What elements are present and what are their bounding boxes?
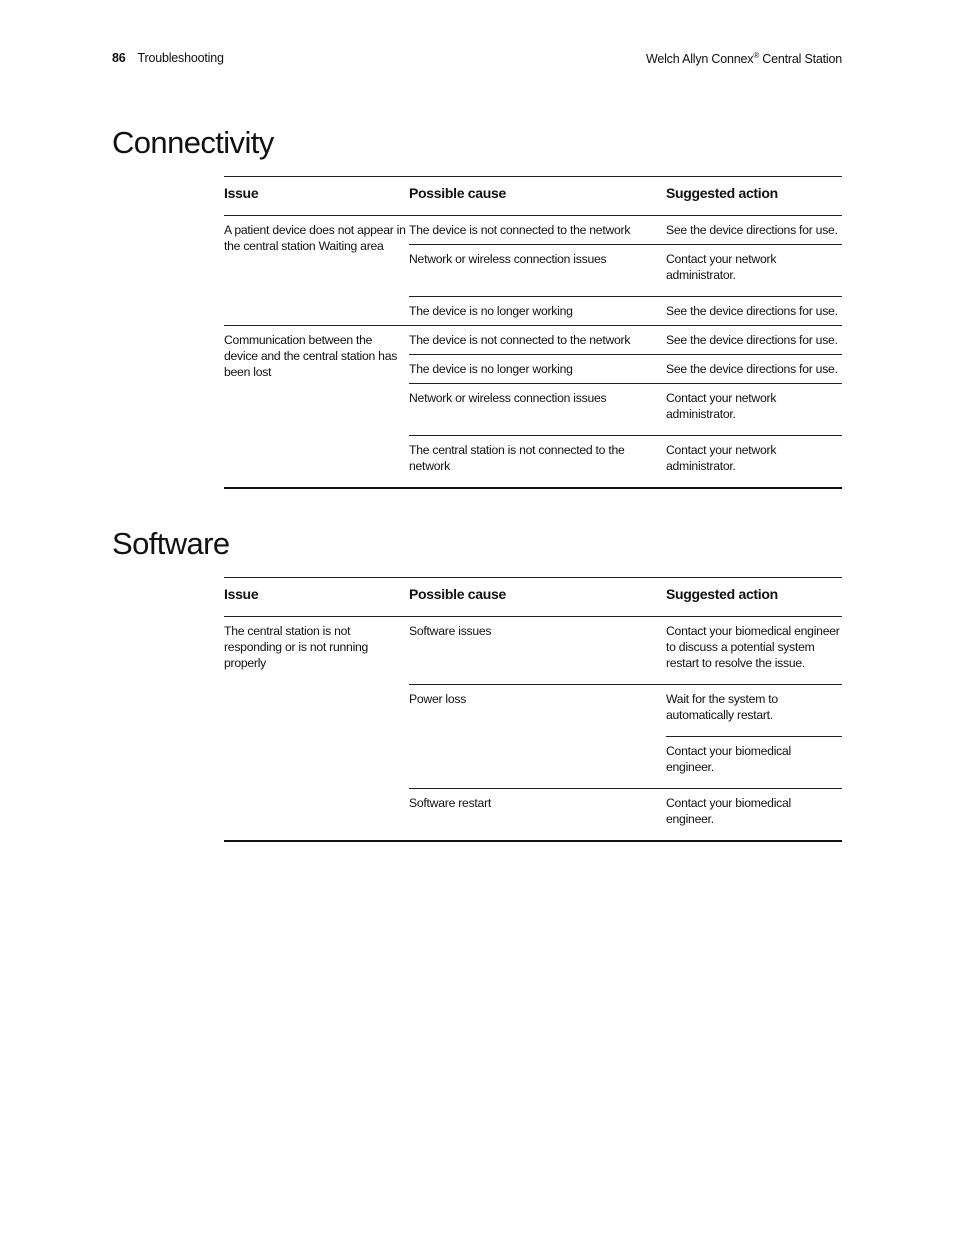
column-header-action: Suggested action	[666, 578, 842, 617]
software-heading: Software	[112, 526, 230, 561]
cause-cell: The device is not connected to the network	[409, 223, 631, 237]
action-cell: See the device directions for use.	[666, 297, 842, 326]
table-row	[224, 617, 842, 685]
column-header-issue: Issue	[224, 578, 409, 617]
section-name: Troubleshooting	[137, 51, 224, 65]
column-header-cause: Possible cause	[409, 177, 666, 216]
running-header-right	[646, 51, 842, 66]
running-header-left	[112, 51, 224, 65]
cause-cell: Network or wireless connection issues	[409, 245, 666, 297]
action-cell: Contact your network administrator.	[666, 384, 842, 436]
column-header-cause: Possible cause	[409, 578, 666, 617]
connectivity-heading: Connectivity	[112, 125, 274, 160]
issue-cell: The central station is not responding or is not running properly	[224, 617, 409, 841]
action-cell: Contact your network administrator.	[666, 436, 842, 488]
action-cell: Contact your biomedical engineer.	[666, 737, 842, 789]
table-row	[224, 326, 842, 355]
action-cell: See the device directions for use.	[666, 355, 842, 384]
issue-cell: Communication between the device and the central station has been lost	[224, 326, 409, 488]
cause-cell: Power loss	[409, 685, 666, 789]
action-cell: Contact your biomedical engineer to discuss a potential system restart to resolve the issue.	[666, 624, 840, 670]
registered-mark: ®	[753, 51, 760, 60]
connectivity-table	[224, 176, 842, 489]
page-number: 86	[112, 51, 126, 65]
cause-cell: The device is no longer working	[409, 297, 666, 326]
cause-cell: The device is no longer working	[409, 355, 666, 384]
product-suffix: Central Station	[759, 52, 842, 66]
cause-cell: Software issues	[409, 624, 492, 638]
cause-cell: The device is not connected to the network	[409, 333, 631, 347]
cause-cell: The central station is not connected to the network	[409, 436, 666, 488]
table-header-row	[224, 578, 842, 617]
column-header-issue: Issue	[224, 177, 409, 216]
table-header-row	[224, 177, 842, 216]
action-cell: Contact your network administrator.	[666, 245, 842, 297]
action-cell: See the device directions for use.	[666, 223, 838, 237]
action-cell: Contact your biomedical engineer.	[666, 789, 842, 841]
product-name: Welch Allyn Connex	[645, 52, 754, 66]
cause-cell: Software restart	[409, 789, 666, 841]
action-cell: Wait for the system to automatically restart.	[666, 685, 842, 737]
issue-cell: A patient device does not appear in the central station Waiting area	[224, 216, 409, 326]
cause-cell: Network or wireless connection issues	[409, 384, 666, 436]
table-row	[224, 216, 842, 245]
software-table	[224, 577, 842, 842]
column-header-action: Suggested action	[666, 177, 842, 216]
action-cell: See the device directions for use.	[666, 333, 838, 347]
